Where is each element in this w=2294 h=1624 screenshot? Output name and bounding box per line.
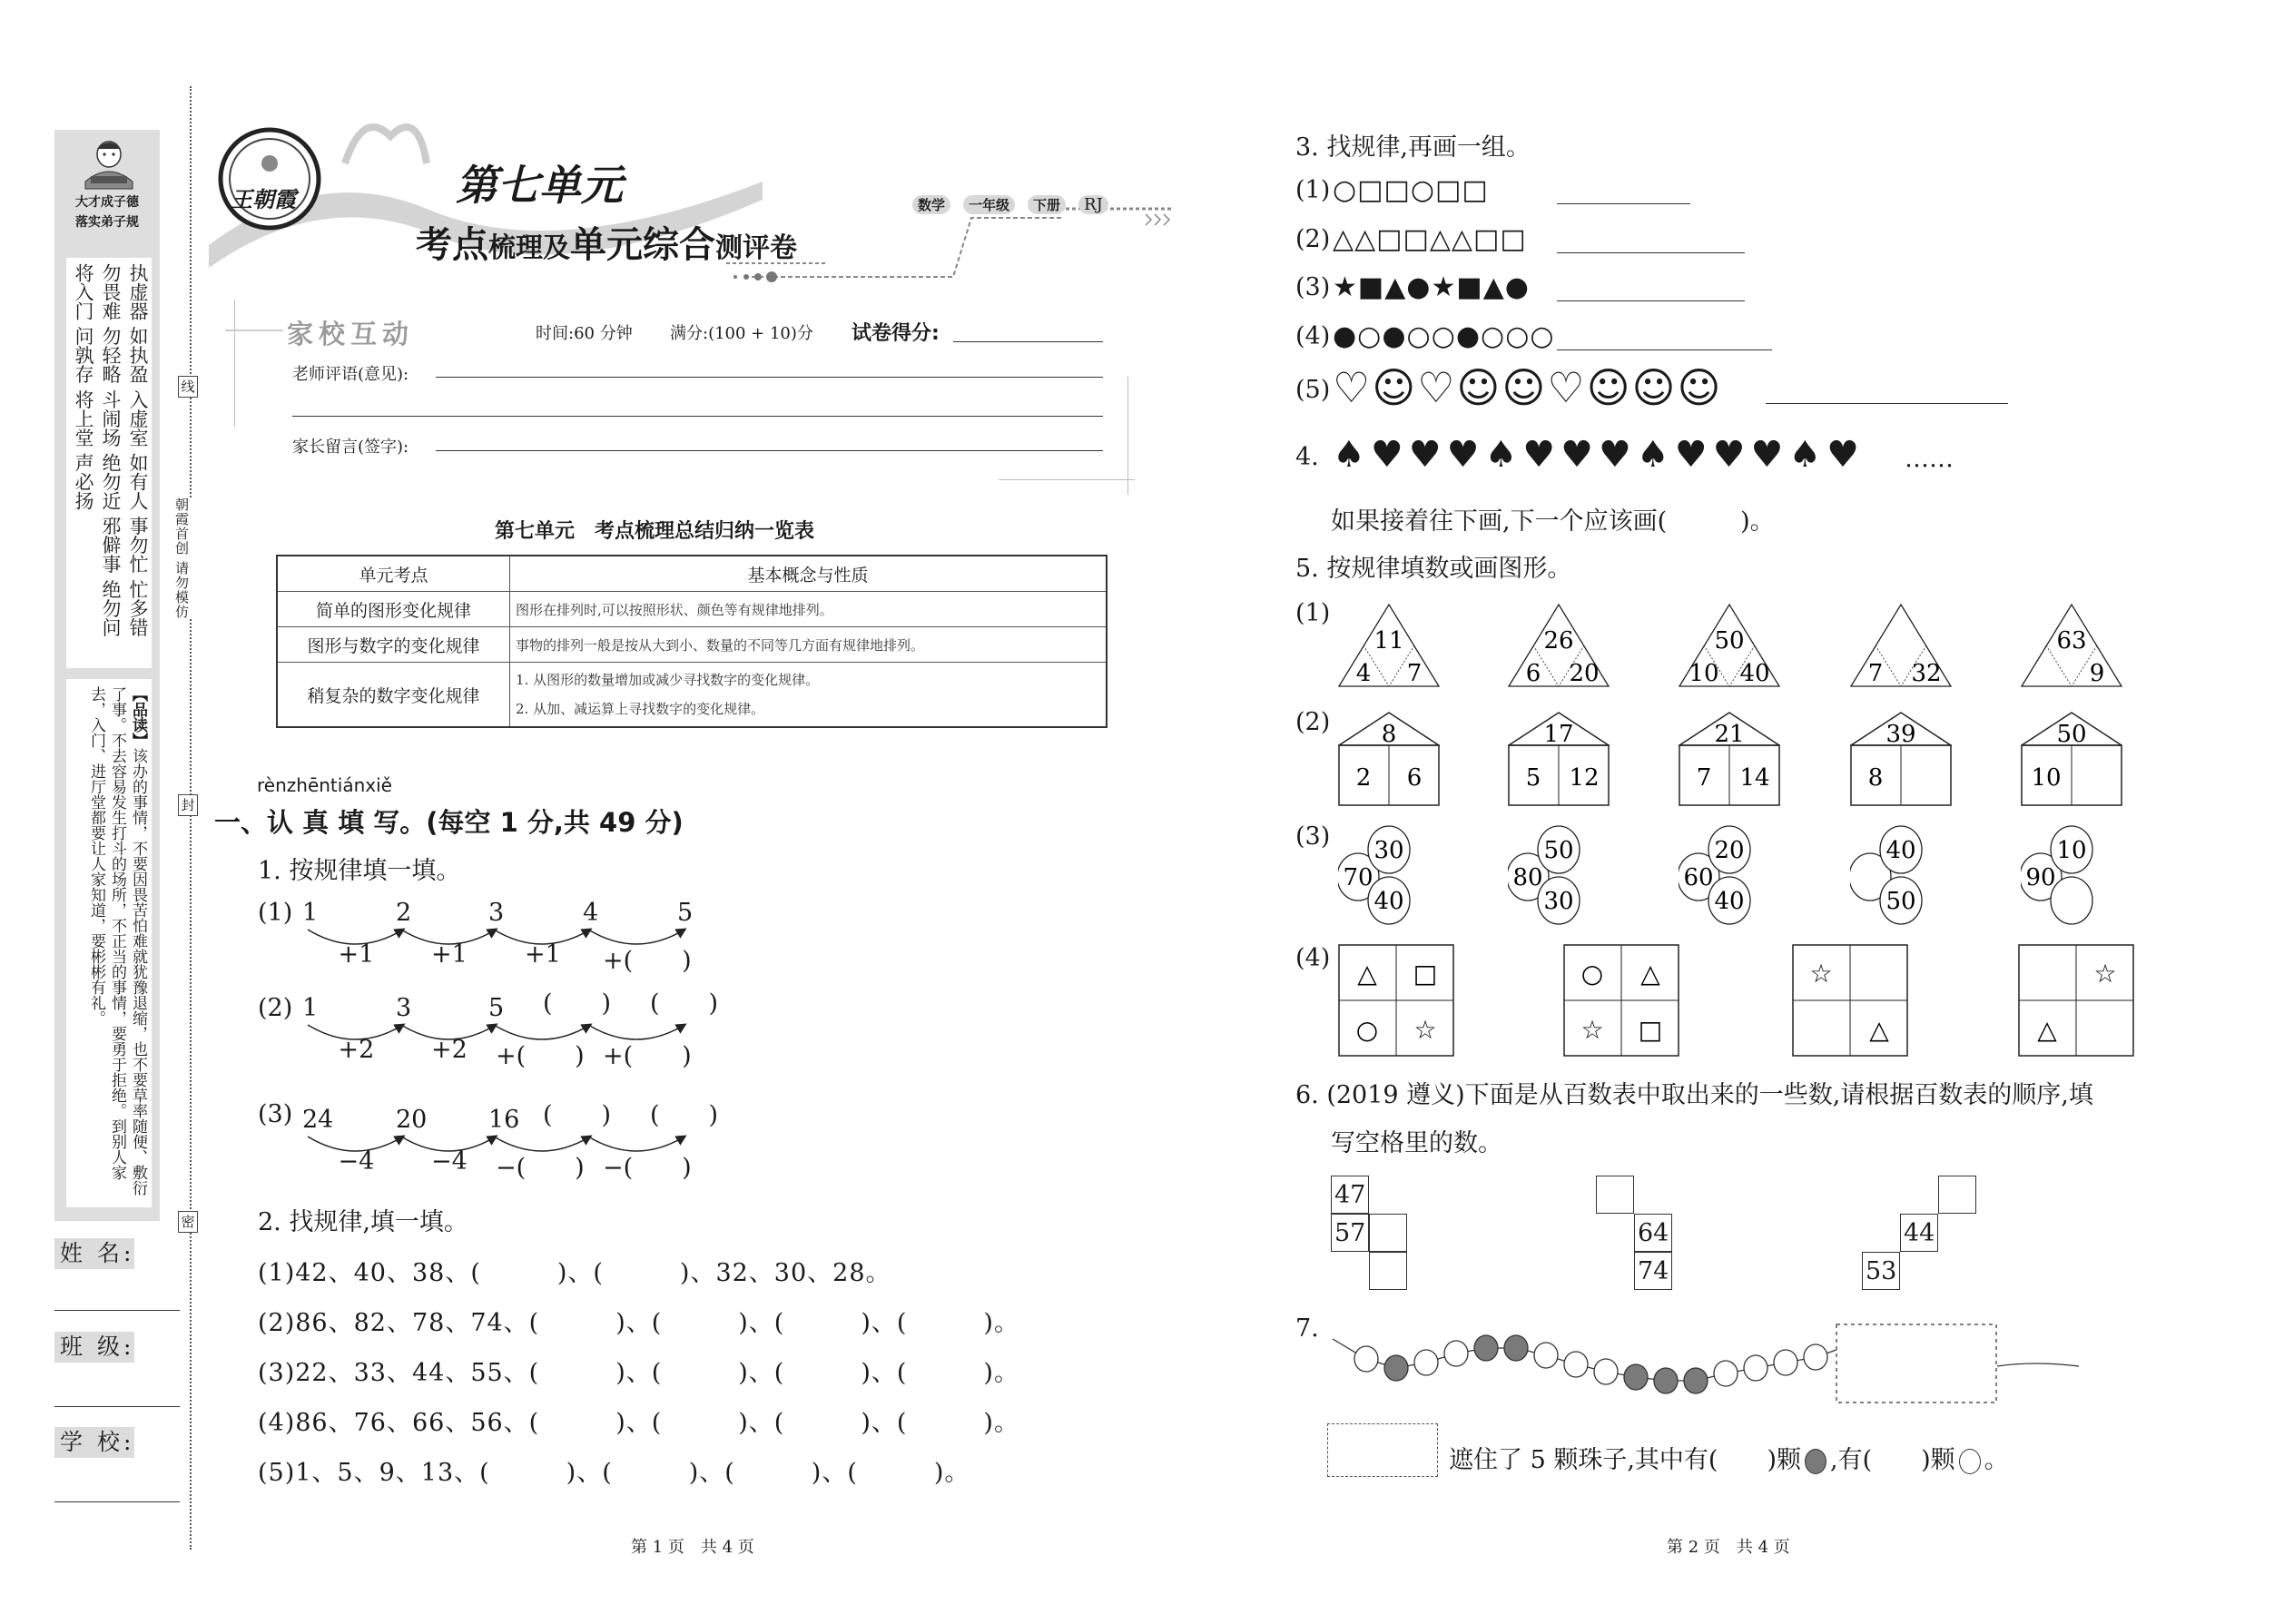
chain-op-blank[interactable]: −( ): [496, 1154, 585, 1182]
shape-pattern: ●○●○○●○○○: [1333, 320, 1555, 352]
shape-grid: [2018, 944, 2136, 1058]
number-house: [1338, 711, 1440, 807]
number: 30: [1373, 837, 1404, 864]
volume-tag: 下册: [1028, 195, 1066, 214]
number: 50: [2056, 721, 2087, 748]
number: 21: [1714, 721, 1745, 748]
logo-text: 王朝霞: [231, 186, 296, 212]
gray-bead-icon: [1805, 1449, 1826, 1474]
q3-title: 3. 找规律,再画一组。: [1295, 133, 1531, 162]
chain-number: 3: [488, 899, 505, 927]
shape-symbol: □: [1413, 959, 1438, 989]
number: 50: [1885, 888, 1916, 915]
number-triangle: [1338, 603, 1440, 688]
q4-ellipsis: ……: [1905, 445, 1954, 473]
number: 2: [1355, 764, 1372, 792]
subtitle-part: 梳理及: [488, 232, 570, 264]
hundred-table-cell: 53: [1862, 1252, 1900, 1290]
frame-line: [1127, 377, 1128, 495]
shape-pattern: ★■▲●★■▲●: [1333, 271, 1530, 303]
gray-bead: [1474, 1335, 1498, 1361]
number: 26: [1543, 627, 1574, 655]
number: 40: [1739, 660, 1770, 687]
gray-bead: [1504, 1335, 1528, 1361]
hundred-table-cell: 57: [1331, 1214, 1369, 1252]
binding-dotted-line: [190, 86, 192, 1550]
white-bead: [1564, 1352, 1588, 1377]
q6-text-line2: 写空格里的数。: [1331, 1129, 1502, 1157]
chain-op-blank[interactable]: +( ): [603, 947, 692, 975]
exam-time: 时间:60 分钟: [536, 324, 633, 343]
shape-symbol: □: [1638, 1015, 1663, 1045]
chain-number: 20: [396, 1106, 428, 1134]
number-house: [1850, 711, 1952, 807]
chain-blank[interactable]: ( ): [543, 989, 612, 1018]
q2-title: 2. 找规律,填一填。: [258, 1208, 468, 1236]
number: 6: [1406, 764, 1423, 792]
home-school-label: 家校互动: [283, 314, 418, 351]
chain-blank[interactable]: ( ): [543, 1101, 612, 1129]
poem-column: 勿畏难 勿轻略 斗闹场 绝勿近 邪僻事 绝勿问: [100, 263, 122, 637]
chain-number: 2: [396, 899, 412, 927]
number: 7: [1696, 764, 1712, 792]
white-bead-icon: [1959, 1449, 1981, 1474]
chain-number: 16: [488, 1106, 520, 1134]
points-cell: 事物的排列一般是按从大到小、数量的不同等几方面有规律地排列。: [510, 627, 1108, 663]
shape-grid: [1338, 944, 1456, 1058]
chain-number: 5: [488, 994, 505, 1022]
number-circles: [1338, 824, 1429, 926]
white-bead: [1444, 1341, 1468, 1366]
gray-bead: [1624, 1364, 1648, 1390]
sequence-row: (2)86、82、78、74、( )、( )、( )、( )。: [258, 1309, 1019, 1337]
shape-symbol: ☆: [1413, 1015, 1437, 1045]
page-footer: 第 1 页 共 4 页: [631, 1538, 754, 1557]
bead-string: [1325, 1321, 2079, 1412]
q4-suit-sequence: ♠♥♥♥♠♥♥♥♠♥♥♥♠♥: [1333, 434, 1866, 476]
reading-text: 该办的事情，不要因畏苦怕难就犹豫退缩，也不要草率随便、敷衍了事。不去容易发生打斗的场所，不正当的事情，要勇于拒绝。到别人家去，入门、进厅堂都要让人家知道，要彬彬有礼。: [87, 686, 147, 1196]
pattern-label: (4): [1295, 322, 1331, 350]
number: 10: [2031, 764, 2062, 792]
number: 50: [1714, 627, 1745, 655]
table-row: [277, 663, 1107, 728]
chain-number: 1: [302, 994, 319, 1022]
section-heading: 一、认 真 填 写。(每空 1 分,共 49 分): [214, 807, 684, 838]
shape-symbol: ☆: [1580, 1015, 1604, 1045]
class-input[interactable]: [54, 1406, 180, 1407]
chain-label: (1): [258, 899, 293, 927]
q5-title: 5. 按规律填数或画图形。: [1295, 555, 1572, 583]
shape-pattern: ○□□○□□: [1333, 174, 1489, 206]
number: 9: [2089, 660, 2105, 687]
pattern-label: (3): [1295, 273, 1331, 301]
draw-answer-line[interactable]: [1557, 300, 1745, 301]
number-triangle: [1508, 603, 1610, 688]
shape-symbol: △: [1869, 1015, 1889, 1045]
chain-blank[interactable]: ( ): [650, 989, 719, 1018]
number-house: [1679, 711, 1780, 807]
name-label: 姓 名:: [54, 1238, 134, 1269]
full-score: 满分:(100 + 10)分: [670, 324, 813, 343]
number: 40: [1373, 888, 1404, 915]
chain-op: +1: [338, 940, 375, 969]
q6-text-line1: 6. (2019 遵义)下面是从百数表中取出来的一些数,请根据百数表的顺序,填: [1295, 1081, 2093, 1109]
number: 7: [1867, 660, 1884, 687]
hundred-table-blank-cell[interactable]: [1369, 1252, 1407, 1290]
poem-column: 执虚器 如执盈 入虚室 如有人 事勿忙 忙多错: [127, 263, 149, 637]
number-circles: [2021, 824, 2112, 926]
draw-answer-line[interactable]: [1557, 203, 1690, 204]
school-label: 学 校:: [54, 1427, 134, 1458]
number: 40: [1885, 837, 1916, 864]
bead-string-line: [1997, 1363, 2079, 1366]
circle-outline: [2051, 877, 2092, 924]
hundred-table-cell: 44: [1900, 1214, 1938, 1252]
school-input[interactable]: [54, 1501, 180, 1502]
poem-box: [66, 258, 152, 668]
poem-column: 将入门 问孰存 将上堂 声必扬: [73, 263, 94, 511]
subtitle-part: 测评卷: [715, 232, 797, 264]
hundred-table-blank-cell[interactable]: [1369, 1214, 1407, 1252]
summary-table: [276, 555, 1108, 728]
motto-line: 大才成子德: [75, 195, 139, 210]
subtitle-part: 单元综合: [570, 224, 715, 266]
q5-label: (1): [1295, 599, 1331, 627]
chain-op: +1: [525, 940, 561, 969]
white-bead: [1414, 1350, 1438, 1375]
q7-sentence-part: ,有( )颗: [1830, 1446, 1955, 1474]
points-cell: [510, 663, 1108, 728]
number: 8: [1867, 764, 1884, 792]
topic-cell: 稍复杂的数字变化规律: [277, 663, 510, 728]
brand-logo: [218, 127, 322, 231]
sequence-row: (4)86、76、66、56、( )、( )、( )、( )。: [258, 1409, 1019, 1437]
chain-op: −4: [338, 1147, 375, 1176]
sequence-row: (1)42、40、38、( )、( )、32、30、28。: [258, 1259, 891, 1287]
number: 11: [1373, 627, 1404, 655]
class-label: 班 级:: [54, 1332, 134, 1363]
chain-op: +2: [431, 1036, 468, 1064]
summary-table-title: 第七单元 考点梳理总结归纳一览表: [495, 520, 815, 543]
shape-pattern: ♡☺♡☺☺♡☺☺☺: [1333, 363, 1723, 412]
edition-tag: RJ: [1078, 195, 1108, 214]
number: 32: [1911, 660, 1942, 687]
number: 10: [1689, 660, 1719, 687]
hundred-table-blank-cell[interactable]: [1938, 1176, 1976, 1214]
shape-symbol: ○: [1355, 1015, 1379, 1045]
chain-number: 1: [302, 899, 319, 927]
chain-number: 3: [396, 994, 412, 1022]
number: 80: [1512, 864, 1543, 891]
shape-grid: [1792, 944, 1910, 1058]
student-cartoon-icon: [82, 134, 136, 191]
number: 63: [2056, 627, 2087, 655]
copyright-notice: 朝霞首创 请勿模仿: [173, 497, 190, 619]
frame-line: [234, 300, 235, 427]
q4-question: 如果接着往下画,下一个应该画( )。: [1331, 507, 1775, 536]
number: 17: [1543, 721, 1574, 748]
unit-title: 第七单元: [456, 161, 623, 210]
number: 30: [1543, 888, 1574, 915]
q5-label: (3): [1295, 822, 1331, 851]
table-row: [277, 592, 1107, 627]
topic-cell: 简单的图形变化规律: [277, 592, 510, 627]
number: 5: [1525, 764, 1541, 792]
number: 4: [1355, 660, 1372, 687]
number: 14: [1739, 764, 1770, 792]
sequence-row: (3)22、33、44、55、( )、( )、( )、( )。: [258, 1359, 1019, 1387]
draw-answer-line[interactable]: [1557, 252, 1745, 253]
score-label: 试卷得分:: [852, 322, 940, 345]
cover-box-icon: [1836, 1324, 1996, 1403]
grade-tags: [912, 195, 1121, 214]
number-circles: [1508, 824, 1599, 926]
cover-box-icon: [1327, 1423, 1438, 1477]
q7-label: 7.: [1295, 1314, 1319, 1343]
binding-mark: 线: [178, 376, 198, 398]
white-bead: [1744, 1355, 1767, 1381]
hundred-table-blank-cell[interactable]: [1596, 1176, 1634, 1214]
shape-pattern: △△□□△△□□: [1333, 223, 1527, 255]
number: 8: [1381, 721, 1397, 748]
number: 6: [1525, 660, 1541, 687]
frame-line: [999, 479, 1135, 480]
number: 39: [1885, 721, 1916, 748]
shape-symbol: △: [1357, 959, 1377, 989]
subtitle-part: 考点: [416, 224, 488, 266]
chain-op-blank[interactable]: +( ): [496, 1042, 585, 1070]
table-header: 单元考点: [277, 556, 510, 592]
hundred-table-cell: 74: [1634, 1252, 1672, 1290]
shape-symbol: ○: [1580, 959, 1604, 989]
number: 20: [1569, 660, 1600, 687]
chain-op: −4: [431, 1147, 468, 1176]
teacher-comment-input[interactable]: [436, 377, 1103, 378]
number-circles: [1850, 824, 1941, 926]
motto-line: 落实弟子规: [75, 215, 139, 230]
number-triangle: [2021, 603, 2122, 688]
white-bead: [1804, 1344, 1827, 1370]
chain-label: (2): [258, 994, 293, 1022]
binding-mark: 密: [178, 1211, 198, 1233]
number-circles: [1679, 824, 1769, 926]
subject-tag: 数学: [912, 195, 950, 214]
number: 60: [1683, 864, 1714, 891]
points-cell: 图形在排列时,可以按照形状、颜色等有规律地排列。: [510, 592, 1108, 627]
pattern-label: (2): [1295, 225, 1331, 253]
number-triangle: [1850, 603, 1952, 688]
page-footer: 第 2 页 共 4 页: [1667, 1538, 1790, 1557]
number: 10: [2056, 837, 2087, 864]
chain-number: 24: [302, 1106, 334, 1134]
number: 7: [1406, 660, 1423, 687]
chain-op: +2: [338, 1036, 375, 1064]
name-input[interactable]: [54, 1310, 180, 1311]
number: 12: [1569, 764, 1600, 792]
section-pinyin: rènzhēntiánxiě: [257, 774, 392, 796]
number-house: [1508, 711, 1610, 807]
gray-bead: [1654, 1368, 1678, 1393]
white-bead: [1534, 1343, 1558, 1368]
q7-sentence-part: 。: [1984, 1446, 2009, 1474]
q1-title: 1. 按规律填一填。: [258, 857, 461, 885]
parent-note-label: 家长留言(签字):: [292, 438, 409, 457]
table-header: 基本概念与性质: [510, 556, 1108, 592]
number: 20: [1714, 837, 1745, 864]
gray-bead: [1384, 1355, 1408, 1381]
number-house: [2021, 711, 2122, 807]
chain-op: +1: [431, 940, 468, 969]
chain-number: 4: [583, 899, 599, 927]
chain-blank[interactable]: ( ): [650, 1101, 719, 1129]
topic-cell: 图形与数字的变化规律: [277, 627, 510, 663]
q7-sentence: [1449, 1440, 2009, 1475]
q5-label: (4): [1295, 944, 1331, 972]
parent-note-input[interactable]: [436, 450, 1103, 451]
binding-mark: 封: [178, 794, 198, 816]
shape-symbol: ☆: [2093, 959, 2117, 989]
number: 90: [2025, 864, 2056, 891]
white-bead: [1714, 1361, 1738, 1386]
white-bead: [1354, 1346, 1378, 1372]
shape-symbol: ☆: [1809, 959, 1833, 989]
chain-number: 5: [677, 899, 694, 927]
teacher-comment-label: 老师评语(意见):: [292, 365, 409, 384]
shape-symbol: △: [2037, 1015, 2057, 1045]
draw-answer-line[interactable]: [1557, 349, 1772, 350]
number: 40: [1714, 888, 1745, 915]
draw-answer-line[interactable]: [1766, 403, 2008, 404]
number: 50: [1543, 837, 1574, 864]
reading-box: [66, 679, 152, 1207]
q7-sentence-part: 遮住了 5 颗珠子,其中有( )颗: [1449, 1446, 1801, 1474]
point-line: 1. 从图形的数量增加或减少寻找数字的变化规律。: [516, 672, 820, 688]
q4-label: 4.: [1295, 443, 1319, 471]
pattern-label: (5): [1295, 376, 1331, 404]
pattern-label: (1): [1295, 176, 1331, 204]
hundred-table-cell: 47: [1331, 1176, 1369, 1214]
teacher-comment-input-line2[interactable]: [292, 416, 1103, 417]
white-bead: [1594, 1359, 1618, 1384]
number-triangle: [1679, 603, 1780, 688]
hundred-table-cell: 64: [1634, 1214, 1672, 1252]
chain-label: (3): [258, 1100, 293, 1128]
shape-grid: [1563, 944, 1681, 1058]
number: 70: [1343, 864, 1373, 891]
grade-tag: 一年级: [963, 195, 1015, 214]
gray-bead: [1684, 1368, 1708, 1393]
chain-op-blank[interactable]: +( ): [603, 1042, 692, 1070]
score-input[interactable]: [953, 341, 1103, 342]
reading-label: 【品读】: [129, 686, 147, 748]
q5-label: (2): [1295, 708, 1331, 736]
sequence-row: (5)1、5、9、13、( )、( )、( )、( )。: [258, 1459, 970, 1487]
table-row: [277, 627, 1107, 663]
chain-op-blank[interactable]: −( ): [603, 1154, 692, 1182]
point-line: 2. 从加、减运算上寻找数字的变化规律。: [516, 701, 765, 717]
white-bead: [1774, 1350, 1797, 1375]
shape-symbol: △: [1640, 959, 1660, 989]
